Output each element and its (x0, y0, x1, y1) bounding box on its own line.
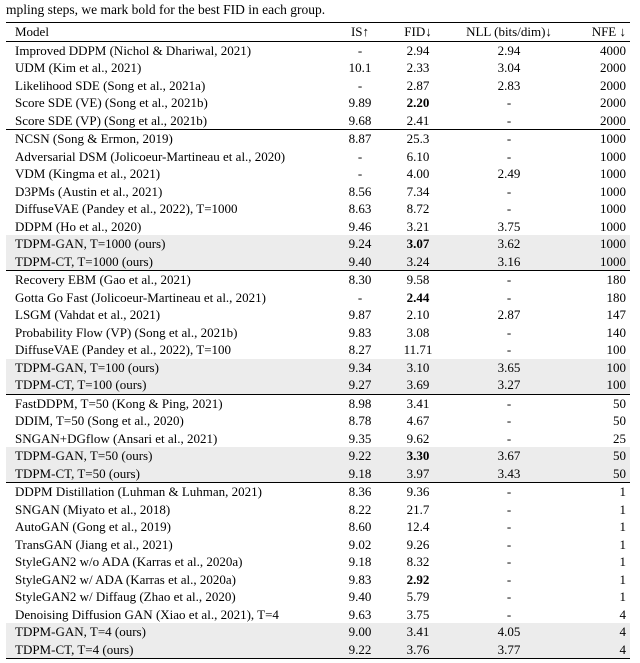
cell-nfe: 1 (619, 571, 626, 587)
table-row (6, 200, 630, 218)
cell-nfe: 50 (571, 394, 630, 412)
cell-nll: - (506, 571, 512, 587)
cell-nll: - (506, 148, 512, 164)
table-row (6, 553, 630, 571)
cell-fid: 2.10 (406, 307, 430, 322)
cell-fid: 4.67 (406, 413, 430, 428)
cell-fid: 11.71 (403, 342, 433, 357)
table-group (6, 483, 630, 659)
cell-model: TDPM-GAN, T=4 (ours) (15, 624, 146, 639)
cell-fid: 4.00 (406, 166, 430, 181)
cell-fid: 2.92 (406, 571, 430, 587)
cell-nfe: 1000 (600, 218, 626, 234)
cell-is: 9.40 (348, 589, 372, 604)
cell-nfe: 1 (619, 554, 626, 569)
cell-nfe: 4000 (571, 41, 630, 59)
cell-fid: 25.3 (389, 130, 447, 148)
cell-is: 9.22 (348, 641, 372, 657)
cell-model: TDPM-GAN, T=100 (ours) (15, 359, 159, 375)
cell-is: 9.00 (348, 624, 372, 639)
cell-nfe: 140 (606, 324, 626, 340)
cell-is: 8.36 (331, 483, 389, 501)
cell-fid: 3.69 (406, 377, 430, 392)
cell-nfe: 1000 (600, 253, 626, 269)
cell-is: 9.27 (348, 377, 372, 392)
cell-nll: - (447, 394, 571, 412)
cell-fid: 3.41 (406, 624, 430, 639)
cell-nll: - (506, 430, 512, 446)
cell-nfe: 1 (619, 519, 626, 534)
cell-fid: 3.21 (406, 218, 430, 234)
cell-nll: - (447, 483, 571, 501)
cell-nfe: 4 (619, 624, 626, 639)
cell-model: VDM (Kingma et al., 2021) (15, 166, 161, 181)
table-row (6, 165, 630, 183)
cell-model: LSGM (Vahdat et al., 2021) (15, 307, 161, 322)
cell-nll: 3.65 (497, 359, 521, 375)
cell-nfe: 50 (613, 413, 626, 428)
table-row (6, 447, 630, 465)
table-row (6, 306, 630, 324)
cell-nfe: 100 (606, 359, 626, 375)
cell-nll: - (506, 536, 512, 552)
cell-model: StyleGAN2 w/o ADA (Karras et al., 2020a) (15, 554, 243, 569)
cell-nfe: 1000 (600, 183, 626, 199)
cell-is: - (331, 41, 389, 59)
table-row (6, 253, 630, 271)
cell-nfe: 1 (619, 536, 626, 552)
table-group (6, 394, 630, 483)
cell-nfe: 2000 (600, 77, 626, 93)
table-row (6, 518, 630, 536)
col-header-is: IS↑ (331, 23, 389, 42)
table-row (6, 59, 630, 77)
cell-is: 9.83 (348, 324, 372, 340)
cell-nfe: 4 (619, 641, 626, 657)
table-row (6, 430, 630, 448)
col-header-model: Model (6, 23, 331, 42)
cell-nll: - (506, 589, 512, 604)
cell-nll: 2.49 (497, 166, 521, 181)
cell-model: NCSN (Song & Ermon, 2019) (6, 130, 331, 148)
cell-nll: - (506, 289, 512, 305)
cell-is: - (357, 77, 363, 93)
table-row (6, 641, 630, 659)
table-row (6, 588, 630, 606)
cell-is: 9.87 (348, 307, 372, 322)
cell-nll: 3.77 (497, 641, 521, 657)
cell-is: 9.34 (348, 359, 372, 375)
cell-nfe: 180 (606, 289, 626, 305)
cell-fid: 3.75 (406, 606, 430, 622)
cell-nll: 3.16 (497, 253, 521, 269)
cell-is: 8.87 (331, 130, 389, 148)
cell-nll: - (506, 413, 512, 428)
table-row (6, 112, 630, 130)
cell-model: Improved DDPM (Nichol & Dhariwal, 2021) (6, 41, 331, 59)
cell-nll: - (506, 606, 512, 622)
cell-fid: 2.41 (406, 112, 430, 128)
cell-is: 9.46 (348, 218, 372, 234)
table-row (6, 94, 630, 112)
cell-fid: 2.33 (406, 60, 430, 75)
cell-is: 8.56 (348, 183, 372, 199)
cell-is: 8.98 (331, 394, 389, 412)
cell-nll: 2.87 (497, 307, 521, 322)
cell-nfe: 100 (606, 342, 626, 357)
col-header-fid: FID↓ (389, 23, 447, 42)
table-group (6, 130, 630, 271)
table-row (6, 501, 630, 519)
cell-model: Probability Flow (VP) (Song et al., 2021b) (15, 324, 238, 340)
cell-is: 9.18 (348, 554, 372, 569)
cell-fid: 6.10 (406, 148, 430, 164)
cell-fid: 2.87 (406, 77, 430, 93)
cell-nll: - (506, 342, 512, 357)
cell-fid: 9.58 (389, 271, 447, 289)
cell-model: TDPM-CT, T=1000 (ours) (15, 253, 153, 269)
cell-fid: 2.20 (406, 95, 430, 110)
cell-fid: 3.97 (406, 465, 430, 481)
cell-nfe: 1000 (600, 236, 626, 251)
cell-is: 9.83 (348, 571, 372, 587)
cell-model: DiffuseVAE (Pandey et al., 2022), T=100 (15, 342, 232, 357)
cell-fid: 3.07 (406, 236, 430, 251)
results-table (6, 22, 630, 659)
cell-nfe: 4 (619, 606, 626, 622)
cell-model: UDM (Kim et al., 2021) (15, 60, 142, 75)
cell-nll: - (506, 183, 512, 199)
cell-model: FastDDPM, T=50 (Kong & Ping, 2021) (6, 394, 331, 412)
cell-is: 8.63 (348, 201, 372, 216)
table-row (6, 359, 630, 377)
cell-nfe: 50 (613, 465, 626, 481)
table-group (6, 41, 630, 130)
cell-nfe: 180 (571, 271, 630, 289)
cell-nfe: 1000 (571, 130, 630, 148)
cell-fid: 21.7 (406, 501, 430, 517)
cell-nfe: 2000 (600, 60, 626, 75)
cell-nll: - (506, 201, 512, 216)
cell-is: 9.02 (348, 536, 372, 552)
cell-nll: - (506, 519, 512, 534)
cell-model: TDPM-CT, T=100 (ours) (15, 377, 147, 392)
cell-is: 8.30 (331, 271, 389, 289)
cell-model: Denoising Diffusion GAN (Xiao et al., 2021), T=4 (15, 606, 279, 622)
table-row (6, 77, 630, 95)
cell-fid: 2.44 (406, 289, 430, 305)
table-row (6, 235, 630, 253)
cell-model: TDPM-GAN, T=50 (ours) (15, 448, 153, 463)
cell-model: D3PMs (Austin et al., 2021) (15, 183, 163, 199)
cell-nll: 3.62 (497, 236, 521, 251)
cell-nll: - (506, 112, 512, 128)
cell-nll: - (447, 271, 571, 289)
table-row (6, 148, 630, 166)
cell-model: SNGAN (Miyato et al., 2018) (15, 501, 171, 517)
cell-fid: 9.26 (406, 536, 430, 552)
col-header-nfe: NFE ↓ (571, 23, 630, 42)
cell-fid: 7.34 (406, 183, 430, 199)
cell-fid: 3.41 (389, 394, 447, 412)
cell-nll: 3.27 (497, 377, 521, 392)
table-row (6, 130, 630, 148)
cell-model: SNGAN+DGflow (Ansari et al., 2021) (15, 430, 218, 446)
cell-fid: 3.08 (406, 324, 430, 340)
table-row (6, 289, 630, 307)
table-group (6, 271, 630, 395)
cell-nll: - (506, 95, 512, 110)
cell-fid: 3.30 (406, 448, 430, 463)
cell-model: TDPM-CT, T=4 (ours) (15, 641, 134, 657)
cell-fid: 3.24 (406, 253, 430, 269)
cell-nll: 3.75 (497, 218, 521, 234)
cell-model: Likelihood SDE (Song et al., 2021a) (15, 77, 206, 93)
cell-is: 9.89 (348, 95, 372, 110)
cell-model: StyleGAN2 w/ ADA (Karras et al., 2020a) (15, 571, 236, 587)
cell-nll: 4.05 (497, 624, 521, 639)
cell-is: - (357, 166, 363, 181)
table-caption: mpling steps, we mark bold for the best FID in each group. (6, 2, 326, 17)
cell-model: Gotta Go Fast (Jolicoeur-Martineau et al., 2021) (15, 289, 267, 305)
table-row (6, 271, 630, 289)
cell-fid: 2.94 (389, 41, 447, 59)
cell-is: 9.68 (348, 112, 372, 128)
cell-nfe: 1000 (600, 148, 626, 164)
cell-nfe: 100 (606, 377, 626, 392)
cell-is: 9.40 (348, 253, 372, 269)
table-row (6, 571, 630, 589)
cell-nll: 3.43 (497, 465, 521, 481)
cell-nll: - (506, 324, 512, 340)
cell-fid: 9.36 (389, 483, 447, 501)
col-header-nll: NLL (bits/dim)↓ (447, 23, 571, 42)
cell-is: 9.24 (348, 236, 372, 251)
cell-model: StyleGAN2 w/ Diffaug (Zhao et al., 2020) (15, 589, 236, 604)
cell-model: TDPM-CT, T=50 (ours) (15, 465, 140, 481)
cell-model: Adversarial DSM (Jolicoeur-Martineau et al., 2020) (15, 148, 286, 164)
cell-nfe: 1 (571, 483, 630, 501)
cell-nfe: 2000 (600, 95, 626, 110)
cell-fid: 3.76 (406, 641, 430, 657)
cell-fid: 12.4 (406, 519, 430, 534)
cell-nfe: 2000 (600, 112, 626, 128)
cell-nll: - (506, 501, 512, 517)
table-row (6, 465, 630, 483)
cell-is: 8.22 (348, 501, 372, 517)
cell-nll: 2.94 (447, 41, 571, 59)
cell-nfe: 1000 (600, 201, 626, 216)
cell-is: - (357, 289, 363, 305)
table-row (6, 324, 630, 342)
cell-fid: 9.62 (406, 430, 430, 446)
table-row (6, 218, 630, 236)
cell-nfe: 1000 (600, 166, 626, 181)
table-row (6, 183, 630, 201)
table-row (6, 606, 630, 624)
cell-model: TransGAN (Jiang et al., 2021) (15, 536, 173, 552)
cell-is: - (357, 148, 363, 164)
cell-fid: 8.72 (406, 201, 430, 216)
cell-is: 9.18 (348, 465, 372, 481)
cell-fid: 5.79 (406, 589, 430, 604)
cell-nfe: 1 (619, 501, 626, 517)
cell-is: 9.35 (348, 430, 372, 446)
cell-is: 8.27 (348, 342, 372, 357)
table-row (6, 536, 630, 554)
cell-model: DDPM (Ho et al., 2020) (15, 218, 142, 234)
cell-nll: - (506, 554, 512, 569)
cell-model: Recovery EBM (Gao et al., 2021) (6, 271, 331, 289)
cell-model: TDPM-GAN, T=1000 (ours) (15, 236, 166, 251)
table-row (6, 623, 630, 641)
cell-is: 8.60 (348, 519, 372, 534)
cell-model: Score SDE (VE) (Song et al., 2021b) (15, 95, 208, 110)
cell-is: 9.63 (348, 606, 372, 622)
table-row (6, 394, 630, 412)
table-row (6, 341, 630, 359)
cell-model: DiffuseVAE (Pandey et al., 2022), T=1000 (15, 201, 238, 216)
cell-is: 9.22 (348, 448, 372, 463)
cell-fid: 8.32 (406, 554, 430, 569)
cell-model: DDIM, T=50 (Song et al., 2020) (15, 413, 184, 428)
cell-nfe: 25 (613, 430, 626, 446)
cell-is: 10.1 (348, 60, 372, 75)
cell-nll: - (447, 130, 571, 148)
cell-nll: 2.83 (497, 77, 521, 93)
table-row (6, 412, 630, 430)
cell-is: 8.78 (348, 413, 372, 428)
table-row (6, 41, 630, 59)
cell-model: AutoGAN (Gong et al., 2019) (15, 519, 171, 534)
table-row (6, 483, 630, 501)
cell-model: Score SDE (VP) (Song et al., 2021b) (15, 112, 208, 128)
table-header-row (6, 23, 630, 42)
cell-nfe: 50 (613, 448, 626, 463)
cell-nll: 3.67 (497, 448, 521, 463)
cell-nll: 3.04 (497, 60, 521, 75)
cell-nfe: 147 (606, 307, 626, 322)
cell-nfe: 1 (619, 589, 626, 604)
cell-model: DDPM Distillation (Luhman & Luhman, 2021) (6, 483, 331, 501)
cell-fid: 3.10 (406, 359, 430, 375)
table-row (6, 376, 630, 394)
table-header (6, 23, 630, 42)
